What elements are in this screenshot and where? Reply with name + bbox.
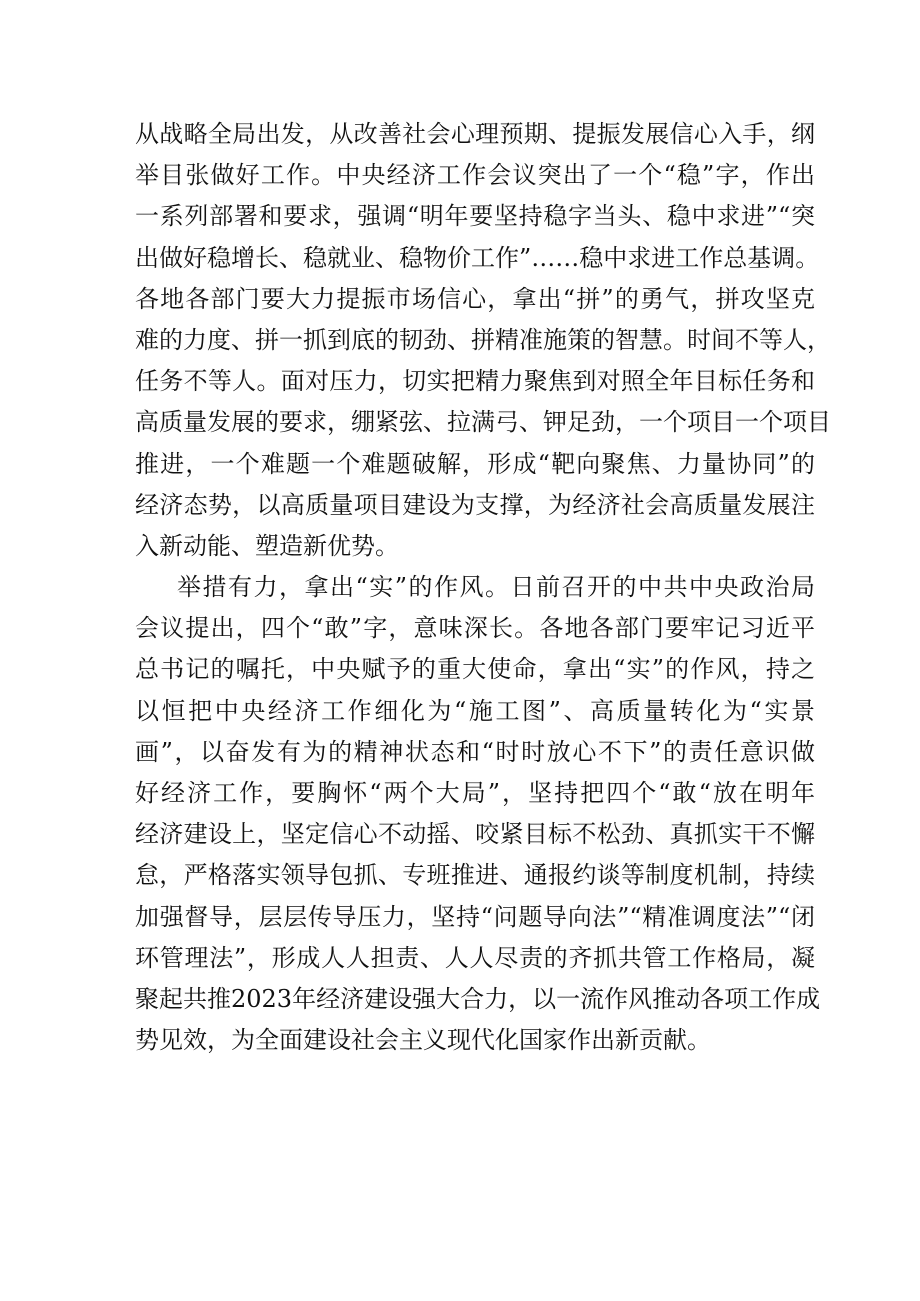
text-line: 高质量发展的要求，绷紧弦、拉满弓、钾足劲，一个项目一个项目 — [135, 408, 831, 437]
text-line: 一系列部署和要求，强调“明年要坚持稳字当头、稳中求进”“突 — [135, 202, 815, 231]
text-line: 总书记的嘱托，中央赋予的重大使命，拿出“实”的作风，持之 — [135, 655, 815, 684]
text-line: 任务不等人。面对压力，切实把精力聚焦到对照全年目标任务和 — [135, 367, 815, 396]
text-line: 经济态势，以高质量项目建设为支撑，为经济社会高质量发展注 — [135, 490, 815, 519]
text-line: 势见效，为全面建设社会主义现代化国家作出新贡献。 — [135, 1026, 711, 1055]
text-line: 环管理法”，形成人人担责、人人尽责的齐抓共管工作格局，凝 — [135, 943, 815, 972]
text-line: 举目张做好工作。中央经济工作会议突出了一个“稳”字，作出 — [135, 161, 815, 190]
text-line: 经济建设上，坚定信心不动摇、咬紧目标不松劲、真抓实干不懈 — [135, 820, 815, 849]
text-line: 加强督导，层层传导压力，坚持“问题导向法”“精准调度法”“闭 — [135, 902, 815, 931]
document-body — [135, 114, 831, 1061]
text-line: 画”，以奋发有为的精神状态和“时时放心不下”的责任意识做 — [135, 737, 815, 766]
text-line: 好经济工作，要胸怀“两个大局”，坚持把四个“敢“放在明年 — [135, 779, 815, 807]
text-line: 从战略全局出发，从改善社会心理预期、提振发展信心入手，纲 — [135, 120, 815, 148]
text-line: 会议提出，四个“敢”字，意味深长。各地各部门要牢记习近平 — [135, 614, 815, 643]
text-line: 以恒把中央经济工作细化为“施工图”、高质量转化为“实景 — [135, 696, 815, 725]
text-line: 推进，一个难题一个难题破解，形成“靶向聚焦、力量协同”的 — [135, 449, 815, 478]
text-line: 难的力度、拼一抓到底的韧劲、拼精准施策的智慧。时间不等人， — [135, 325, 831, 354]
text-line: 入新动能、塑造新优势。 — [135, 531, 399, 560]
text-line: 怠，严格落实领导包抓、专班推进、通报约谈等制度机制，持续 — [135, 861, 815, 890]
text-line: 举措有力，拿出“实”的作风。日前召开的中共中央政治局 — [177, 573, 815, 602]
paragraph-2 — [135, 567, 821, 1061]
text-line: 出做好稳增长、稳就业、稳物价工作”……稳中求进工作总基调。 — [135, 243, 820, 272]
text-line: 各地各部门要大力提振市场信心，拿出“拼”的勇气，拼攻坚克 — [135, 284, 815, 313]
paragraph-1 — [135, 114, 831, 567]
text-line: 聚起共推2023年经济建设强大合力，以一流作风推动各项工作成 — [135, 984, 821, 1013]
